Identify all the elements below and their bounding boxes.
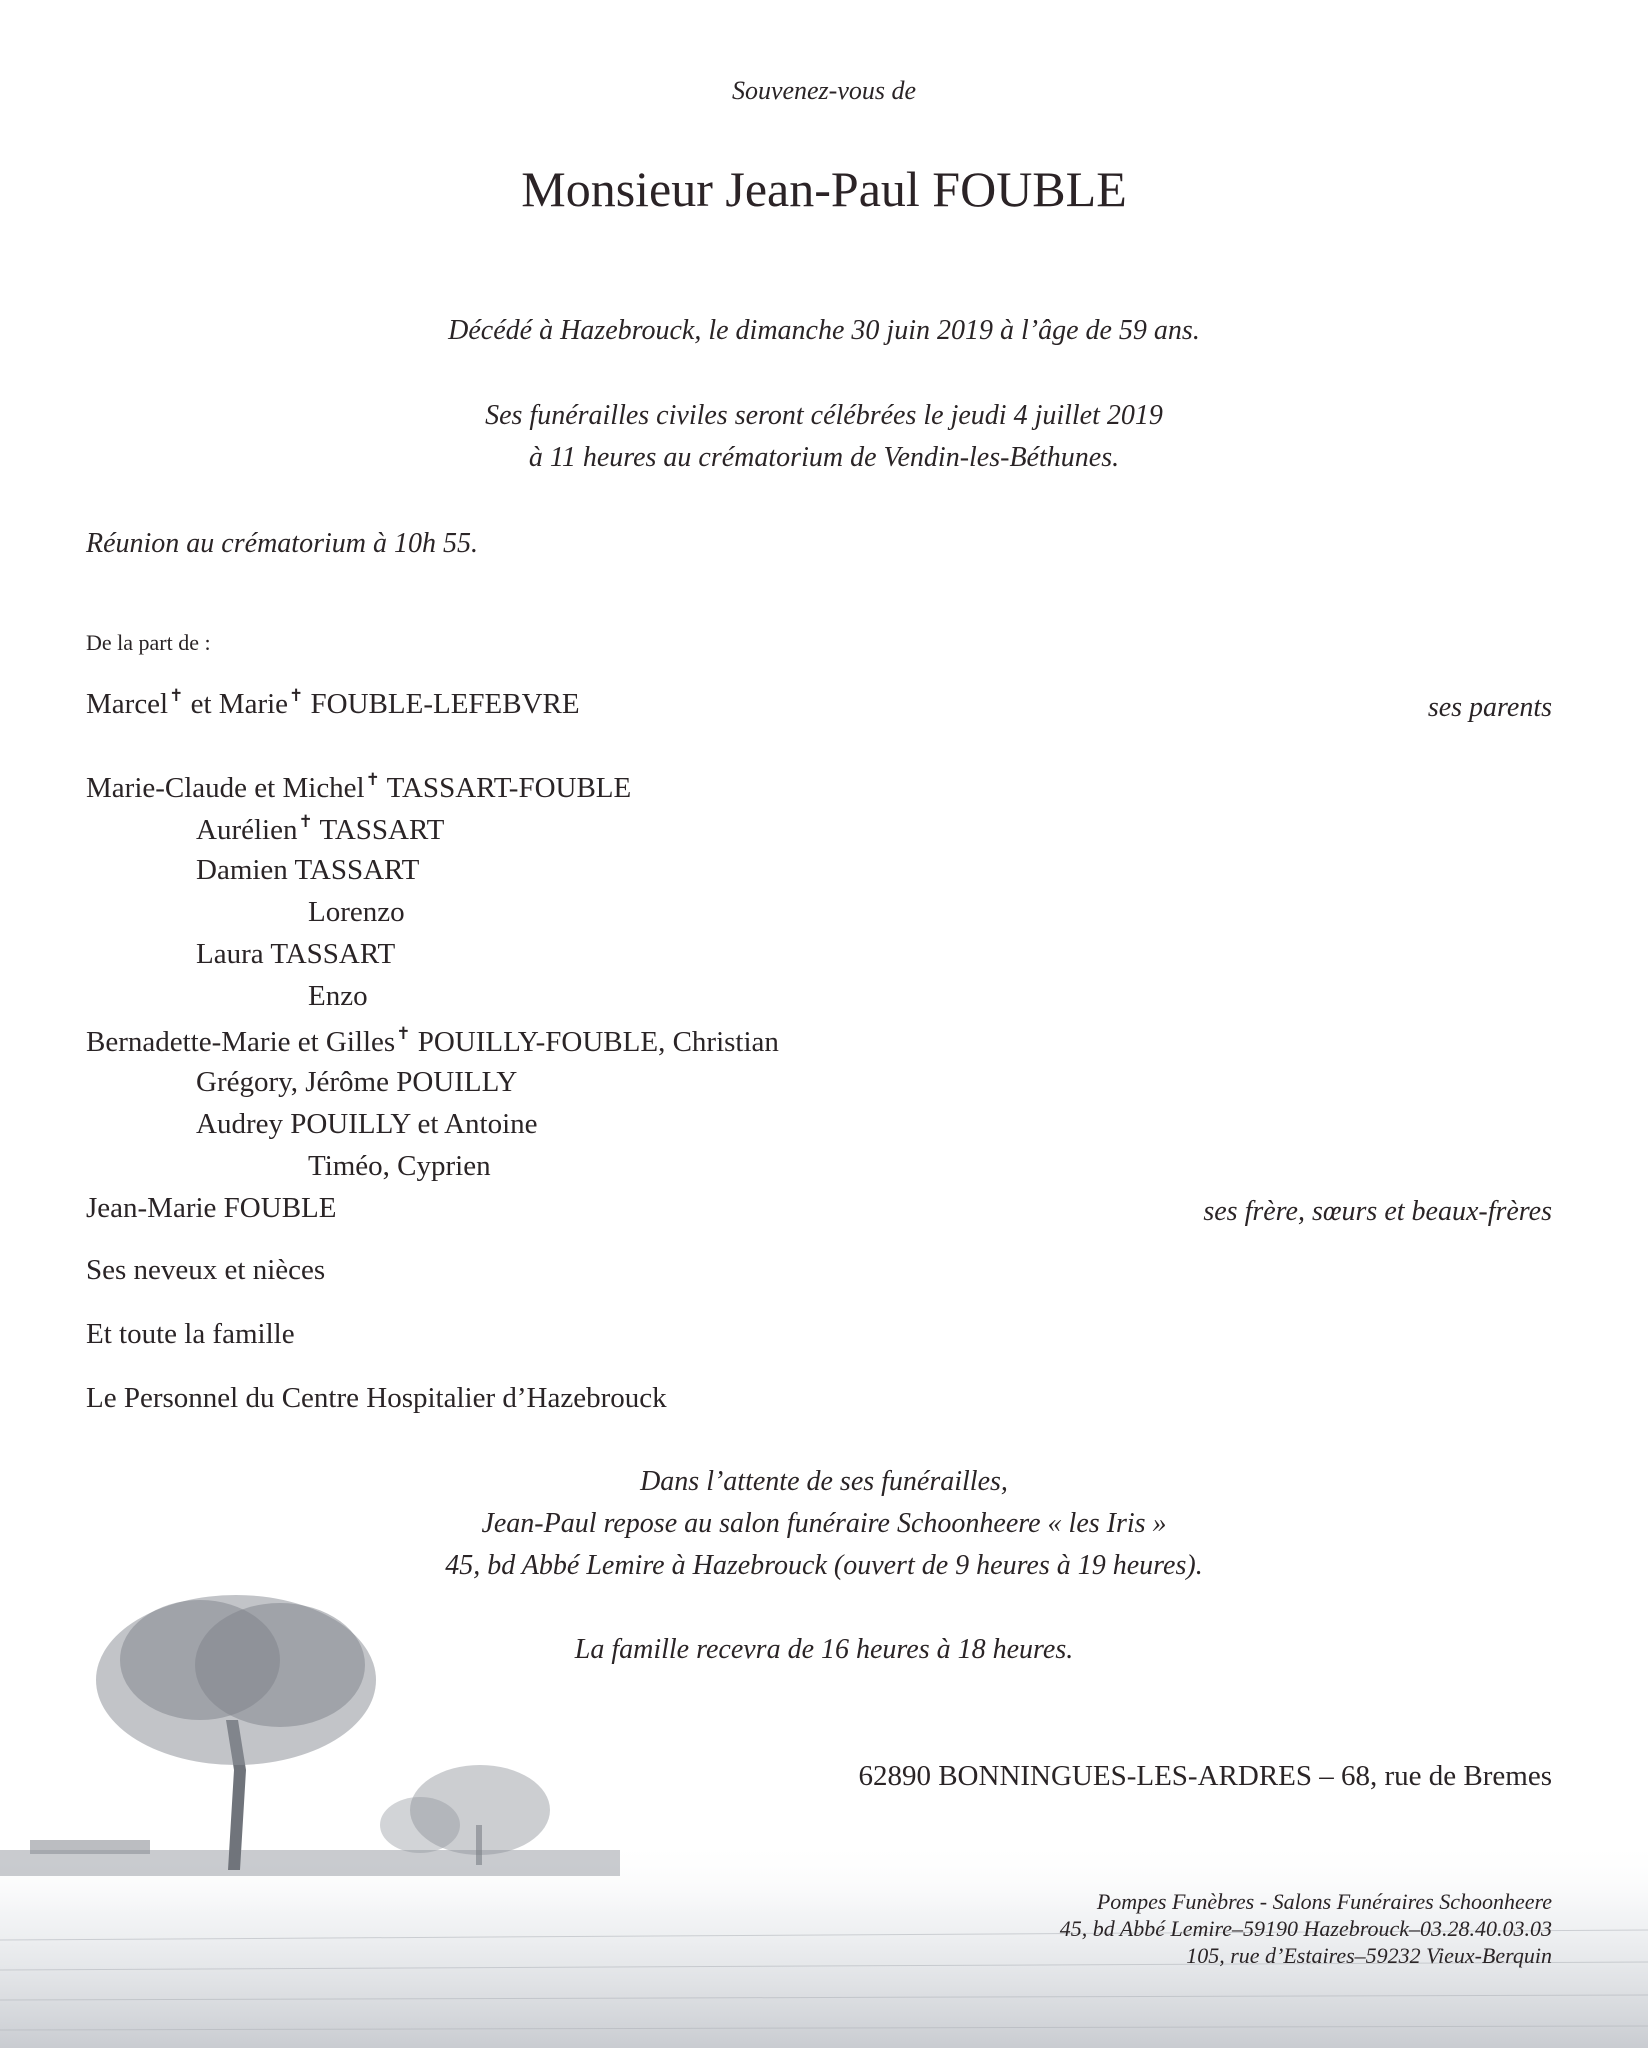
family-row-gregory: Grégory, Jérôme POUILLY bbox=[196, 1066, 518, 1098]
relation-siblings: ses frère, sœurs et beaux-frères bbox=[1203, 1196, 1552, 1227]
reception-hours: La famille recevra de 16 heures à 18 heures. bbox=[574, 1634, 1074, 1665]
visitation-line-1: Dans l’attente de ses funérailles, bbox=[640, 1466, 1008, 1497]
deceased-name: Monsieur Jean-Paul FOUBLE bbox=[521, 161, 1127, 217]
visitation-line-3: 45, bd Abbé Lemire à Hazebrouck (ouvert de 9 heures à 19 heures). bbox=[445, 1550, 1203, 1581]
funeral-line-1: Ses funérailles civiles seront célébrées le jeudi 4 juillet 2019 bbox=[485, 400, 1163, 431]
family-address: 62890 BONNINGUES-LES-ARDRES – 68, rue de Bremes bbox=[858, 1760, 1552, 1792]
family-row-damien: Damien TASSART bbox=[196, 854, 420, 886]
family-row-staff: Le Personnel du Centre Hospitalier d’Hazebrouck bbox=[86, 1382, 667, 1414]
family-row-bernadette: Bernadette-Marie et Gilles✝ POUILLY-FOUBLE, Christian bbox=[86, 1024, 779, 1058]
family-row-marie-claude: Marie-Claude et Michel✝ TASSART-FOUBLE bbox=[86, 770, 632, 804]
visitation-line-2: Jean-Paul repose au salon funéraire Schoonheere « les Iris » bbox=[481, 1508, 1167, 1539]
cross-icon: ✝ bbox=[365, 770, 380, 789]
family-row-parents: Marcel✝ et Marie✝ FOUBLE-LEFEBVRE bbox=[86, 686, 580, 720]
family-row-timeo: Timéo, Cyprien bbox=[308, 1150, 491, 1182]
family-row-enzo: Enzo bbox=[308, 980, 368, 1012]
cross-icon: ✝ bbox=[289, 686, 304, 705]
winter-landscape-illustration bbox=[0, 1540, 1648, 2048]
footer-line-3: 105, rue d’Estaires–59232 Vieux-Berquin bbox=[1186, 1943, 1552, 1968]
family-row-laura: Laura TASSART bbox=[196, 938, 396, 970]
family-row-nephews: Ses neveux et nièces bbox=[86, 1254, 326, 1286]
cross-icon: ✝ bbox=[396, 1024, 411, 1043]
family-row-lorenzo: Lorenzo bbox=[308, 896, 405, 928]
cross-icon: ✝ bbox=[169, 686, 184, 705]
family-row-all: Et toute la famille bbox=[86, 1318, 295, 1350]
from-label: De la part de : bbox=[86, 630, 211, 655]
family-row-audrey: Audrey POUILLY et Antoine bbox=[196, 1108, 538, 1140]
intro-text: Souvenez-vous de bbox=[731, 76, 917, 105]
family-row-jean-marie: Jean-Marie FOUBLE bbox=[86, 1192, 337, 1224]
footer-line-2: 45, bd Abbé Lemire–59190 Hazebrouck–03.28.40.03.03 bbox=[1059, 1916, 1552, 1941]
relation-parents: ses parents bbox=[1427, 692, 1552, 723]
meeting-notice: Réunion au crématorium à 10h 55. bbox=[86, 528, 478, 559]
funeral-home-footer bbox=[1060, 1888, 1552, 1969]
footer-line-1: Pompes Funèbres - Salons Funéraires Schoonheere bbox=[1096, 1889, 1552, 1914]
death-notice: Décédé à Hazebrouck, le dimanche 30 juin 2019 à l’âge de 59 ans. bbox=[448, 315, 1200, 346]
funeral-line-2: à 11 heures au crématorium de Vendin-les-Béthunes. bbox=[528, 442, 1120, 473]
cross-icon: ✝ bbox=[298, 812, 313, 831]
family-row-aurelien: Aurélien✝ TASSART bbox=[196, 812, 445, 846]
